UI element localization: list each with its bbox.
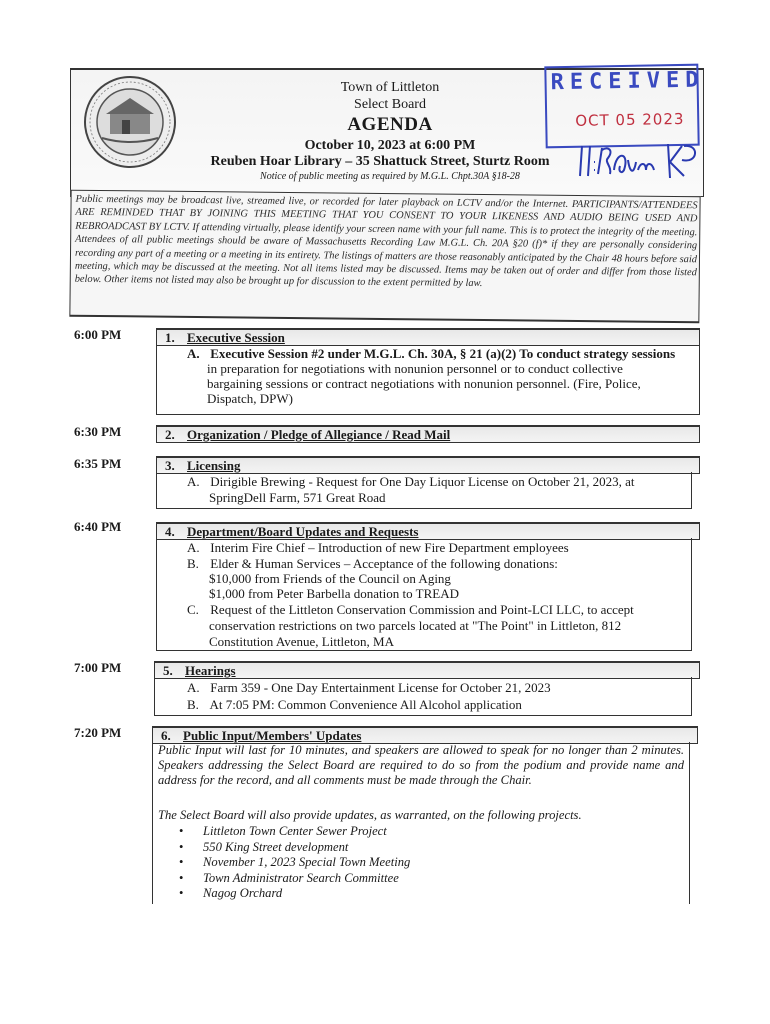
item-3a-line-2: SpringDell Farm, 571 Great Road	[209, 490, 386, 505]
list-item	[175, 824, 410, 840]
section-6-body	[152, 742, 690, 904]
public-input-paragraph: Public Input will last for 10 minutes, and speakers are allowed to speak for no longer than 2 minutes. Speakers addressing the Select Board are required to do so from the podium and provide name and address for the record, and all comments must be made through the Chair.	[158, 743, 684, 787]
item-label: A.	[187, 346, 200, 361]
stamp-word: RECEIVED	[550, 67, 705, 96]
section-3-title: Licensing	[187, 458, 241, 473]
project-4: Town Administrator Search Committee	[203, 870, 399, 885]
handwritten-signature	[574, 140, 704, 182]
projects-list	[175, 824, 410, 902]
list-item	[175, 840, 410, 856]
list-item	[175, 871, 410, 887]
bullet-icon: •	[179, 870, 184, 885]
bullet-icon: •	[179, 886, 184, 901]
section-3-time: 6:35 PM	[74, 456, 122, 471]
item-4c	[187, 602, 634, 617]
meeting-date: October 10, 2023 at 6:00 PM	[304, 138, 476, 153]
project-2: 550 King Street development	[203, 839, 349, 854]
item-4b	[187, 556, 558, 571]
section-5-time: 7:00 PM	[74, 660, 122, 675]
item-1a-line-1: Executive Session #2 under M.G.L. Ch. 30A, § 21 (a)(2) To conduct strategy sessions	[210, 346, 676, 361]
list-item	[175, 886, 410, 902]
section-6-title: Public Input/Members' Updates	[183, 728, 362, 743]
section-1-title: Executive Session	[187, 330, 285, 345]
section-2-time: 6:30 PM	[74, 424, 122, 439]
item-1a	[187, 346, 675, 361]
public-notice-text: Public meetings may be broadcast live, streamed live, or recorded for later playback on LCTV and/or the Internet. PARTICIPANTS/ATTENDEES ARE REMINDED THAT BY JOINING THIS MEETING THAT YOU CONSENT TO YOUR LIKENESS AND AUDIO BEING USED AND REBROADCAST BY LCTV. If attending virtually, please identify your screen name with your full name. This is to protect the integrity of the meeting. Attendees of all public meetings should be aware of Massachusetts Recording Law M.G.L. Ch. 20A §20 (f)* if they are personally considering recording any part of a meeting or a meeting in its entirety. The listings of matters are those reasonably anticipated by the Chair 48 hours before said meeting, which may be discussed at the meeting. Not all items listed may be discussed. Items may be taken out of order and differ from those listed below. Other items not listed may also be brought up for discussion to the extent permitted by law.	[74, 193, 698, 290]
item-4c-line-2: conservation restrictions on two parcels located at "The Point" in Littleton, 812	[209, 618, 622, 633]
section-5-number: 5.	[163, 663, 173, 678]
public-notice-box	[69, 190, 700, 324]
bullet-icon: •	[179, 855, 184, 870]
item-label: A.	[187, 540, 200, 555]
page-title: AGENDA	[347, 114, 433, 135]
project-5: Nagog Orchard	[203, 886, 283, 901]
section-2-header	[156, 425, 700, 443]
bullet-icon: •	[179, 824, 184, 838]
stamp-date: OCT 05 2023	[575, 109, 685, 130]
section-1-number: 1.	[165, 330, 175, 345]
section-5-body	[154, 677, 692, 716]
section-3-number: 3.	[165, 458, 175, 473]
item-3a	[187, 474, 634, 489]
item-4b-line-1: Elder & Human Services – Acceptance of the following donations:	[210, 556, 558, 571]
item-1a-line-2: in preparation for negotiations with nonunion personnel or to conduct collective	[207, 361, 623, 376]
section-6-time: 7:20 PM	[74, 725, 122, 740]
item-label: B.	[187, 556, 199, 571]
item-label: C.	[187, 602, 199, 617]
item-1a-line-4: Dispatch, DPW)	[207, 391, 293, 406]
item-1a-line-3: bargaining sessions or contract negotiations with nonunion personnel. (Fire, Police,	[207, 376, 641, 391]
section-4-number: 4.	[165, 524, 175, 539]
item-4a-line-1: Interim Fire Chief – Introduction of new Fire Department employees	[210, 540, 569, 555]
section-6-number: 6.	[161, 728, 171, 743]
list-item	[175, 855, 410, 871]
section-1-body	[156, 344, 700, 415]
section-2-title: Organization / Pledge of Allegiance / Read Mail	[187, 427, 451, 442]
town-name: Town of Littleton	[340, 80, 440, 95]
item-5a-line-1: Farm 359 - One Day Entertainment License for October 21, 2023	[210, 680, 551, 695]
received-stamp	[544, 64, 705, 149]
section-5-title: Hearings	[185, 663, 236, 678]
section-4-title: Department/Board Updates and Requests	[187, 524, 419, 539]
item-4b-line-3: $1,000 from Peter Barbella donation to TREAD	[209, 586, 459, 601]
item-4c-line-1: Request of the Littleton Conservation Commission and Point-LCI LLC, to accept	[210, 602, 634, 617]
item-5b	[187, 697, 522, 712]
item-3a-line-1: Dirigible Brewing - Request for One Day Liquor License on October 21, 2023, at	[210, 474, 635, 489]
item-label: B.	[187, 697, 199, 712]
item-label: A.	[187, 474, 200, 489]
section-3-body	[156, 472, 692, 509]
item-4b-line-2: $10,000 from Friends of the Council on Aging	[209, 571, 451, 586]
item-4a	[187, 540, 569, 555]
item-label: A.	[187, 680, 200, 695]
item-5a	[187, 680, 551, 695]
bullet-icon: •	[179, 839, 184, 854]
updates-paragraph: The Select Board will also provide updates, as warranted, on the following projects.	[158, 808, 582, 822]
section-4-time: 6:40 PM	[74, 519, 122, 534]
project-3: November 1, 2023 Special Town Meeting	[203, 855, 411, 870]
section-1-time: 6:00 PM	[74, 327, 122, 342]
meeting-location: Reuben Hoar Library – 35 Shattuck Street, Sturtz Room	[210, 154, 550, 169]
project-1: Littleton Town Center Sewer Project	[203, 824, 387, 838]
board-name: Select Board	[354, 97, 426, 112]
section-4-body	[156, 538, 692, 651]
meeting-notice: Notice of public meeting as required by M.G.L. Chpt.30A §18-28	[260, 171, 520, 182]
item-5b-line-1: At 7:05 PM: Common Convenience All Alcohol application	[209, 697, 522, 712]
item-4c-line-3: Constitution Avenue, Littleton, MA	[209, 634, 395, 649]
section-2-number: 2.	[165, 427, 175, 442]
